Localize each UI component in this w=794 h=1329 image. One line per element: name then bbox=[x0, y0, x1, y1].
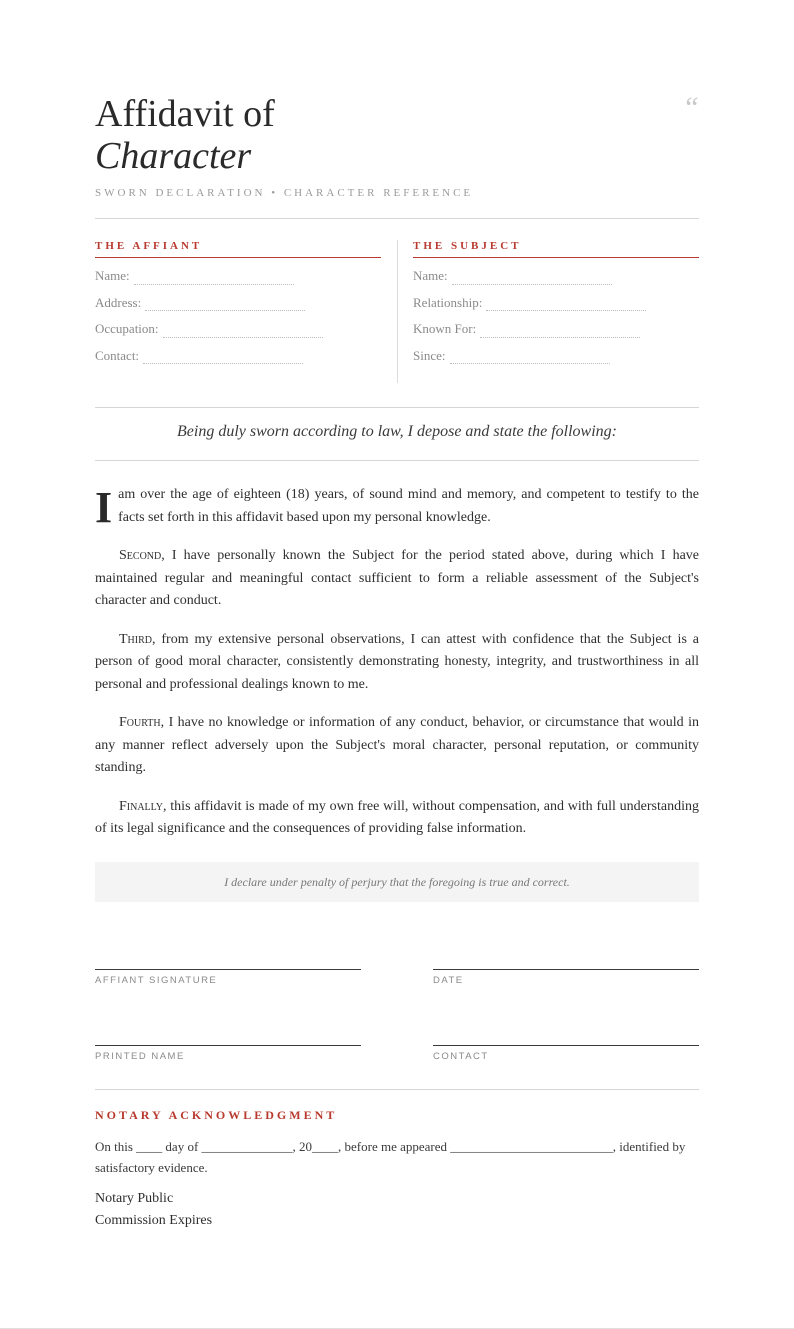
affiant-contact-line[interactable] bbox=[143, 349, 303, 364]
quote-icon: “ bbox=[682, 91, 699, 124]
subject-name-field[interactable] bbox=[413, 263, 699, 290]
paragraph-fourth bbox=[95, 712, 699, 780]
paragraph-fourth-text: , I have no knowledge or information of any conduct, behavior, or circumstance that would in any manner reflect adversely upon the Subject's moral character, personal reputation, or community standing. bbox=[95, 715, 699, 775]
subject-name-line[interactable] bbox=[452, 270, 612, 285]
column-divider bbox=[397, 240, 398, 383]
affiant-name-label: Name: bbox=[95, 268, 130, 283]
subject-relationship-field[interactable] bbox=[413, 290, 699, 317]
affiant-occupation-line[interactable] bbox=[163, 323, 323, 338]
paragraph-second bbox=[95, 545, 699, 613]
subject-name-label: Name: bbox=[413, 268, 448, 283]
title-line-1: Affidavit of bbox=[95, 93, 275, 135]
affiant-signature-line[interactable]: AFFIANT SIGNATURE bbox=[95, 969, 361, 986]
paragraph-fourth-lead: Fourth bbox=[119, 715, 161, 730]
subject-known-for-field[interactable] bbox=[413, 316, 699, 343]
affiant-heading: THE AFFIANT bbox=[95, 240, 381, 258]
affidavit-body bbox=[95, 484, 699, 857]
subtitle: SWORN DECLARATION • CHARACTER REFERENCE bbox=[95, 187, 474, 199]
paragraph-third-text: , from my extensive personal observations, I can attest with confidence that the Subject is a person of good moral character, consistently demonstrating honesty, integrity, and trustworthiness in all personal and professional dealings known to me. bbox=[95, 631, 699, 692]
notary-statement: On this ____ day of ______________, 20____, before me appeared _________________________, identified by satisfactory evidence. bbox=[95, 1139, 686, 1175]
paragraph-finally-text: , this affidavit is made of my own free will, without compensation, and with full understanding of its legal significance and the consequences of providing false information. bbox=[95, 798, 699, 836]
affiant-name-field[interactable] bbox=[95, 263, 381, 290]
subject-since-field[interactable] bbox=[413, 343, 699, 370]
title-block bbox=[95, 93, 699, 177]
subject-heading: THE SUBJECT bbox=[413, 240, 699, 258]
affiant-address-label: Address: bbox=[95, 294, 142, 310]
paragraph-first-text: am over the age of eighteen (18) years, of sound mind and memory, and competent to testify to the facts set forth in this affidavit based upon my personal knowledge. bbox=[118, 487, 699, 525]
subject-known-for-line[interactable] bbox=[480, 323, 640, 338]
commission-expires-label: Commission Expires bbox=[95, 1213, 213, 1228]
paragraph-third bbox=[95, 629, 699, 697]
subject-column bbox=[413, 240, 699, 369]
notary-divider bbox=[95, 1089, 699, 1090]
printed-name-line[interactable]: PRINTED NAME bbox=[95, 1045, 361, 1062]
paragraph-second-text: , I have personally known the Subject for the period stated above, during which I have maintained regular and meaningful contact sufficient to form a reliable assessment of the Subject's character and conduct. bbox=[95, 548, 699, 608]
affiant-contact-label: Contact: bbox=[95, 347, 140, 363]
oath-top-divider bbox=[95, 407, 699, 408]
affiant-column bbox=[95, 240, 381, 369]
notary-public-label: Notary Public bbox=[95, 1191, 174, 1206]
paragraph-finally-lead: Finally bbox=[119, 798, 163, 814]
affiant-address-field[interactable] bbox=[95, 290, 381, 317]
subject-relationship-label: Relationship: bbox=[413, 294, 483, 310]
notary-heading: NOTARY ACKNOWLEDGMENT bbox=[95, 1108, 338, 1122]
oath-statement: Being duly sworn according to law, I depose and state the following: bbox=[177, 423, 617, 440]
affiant-address-line[interactable] bbox=[145, 296, 305, 311]
affiant-name-line[interactable] bbox=[134, 270, 294, 285]
paragraph-first bbox=[95, 483, 699, 532]
oath-bottom-divider bbox=[95, 460, 699, 461]
date-line[interactable]: DATE bbox=[433, 969, 699, 986]
header-divider bbox=[95, 218, 699, 219]
parties-section bbox=[95, 240, 699, 383]
drop-cap: I bbox=[95, 483, 113, 532]
paragraph-finally bbox=[95, 796, 699, 841]
affiant-occupation-field[interactable] bbox=[95, 316, 381, 343]
paragraph-third-lead: Third bbox=[119, 631, 152, 647]
affiant-contact-field[interactable] bbox=[95, 343, 381, 370]
title-line-2: Character bbox=[95, 135, 252, 177]
perjury-declaration: I declare under penalty of perjury that the foregoing is true and correct. bbox=[95, 862, 699, 902]
affiant-occupation-label: Occupation: bbox=[95, 321, 159, 336]
subject-since-label: Since: bbox=[413, 347, 446, 363]
contact-line[interactable]: CONTACT bbox=[433, 1045, 699, 1062]
subject-relationship-line[interactable] bbox=[486, 296, 646, 311]
subject-known-for-label: Known For: bbox=[413, 321, 477, 336]
subject-since-line[interactable] bbox=[450, 349, 610, 364]
paragraph-second-lead: Second bbox=[119, 548, 162, 563]
